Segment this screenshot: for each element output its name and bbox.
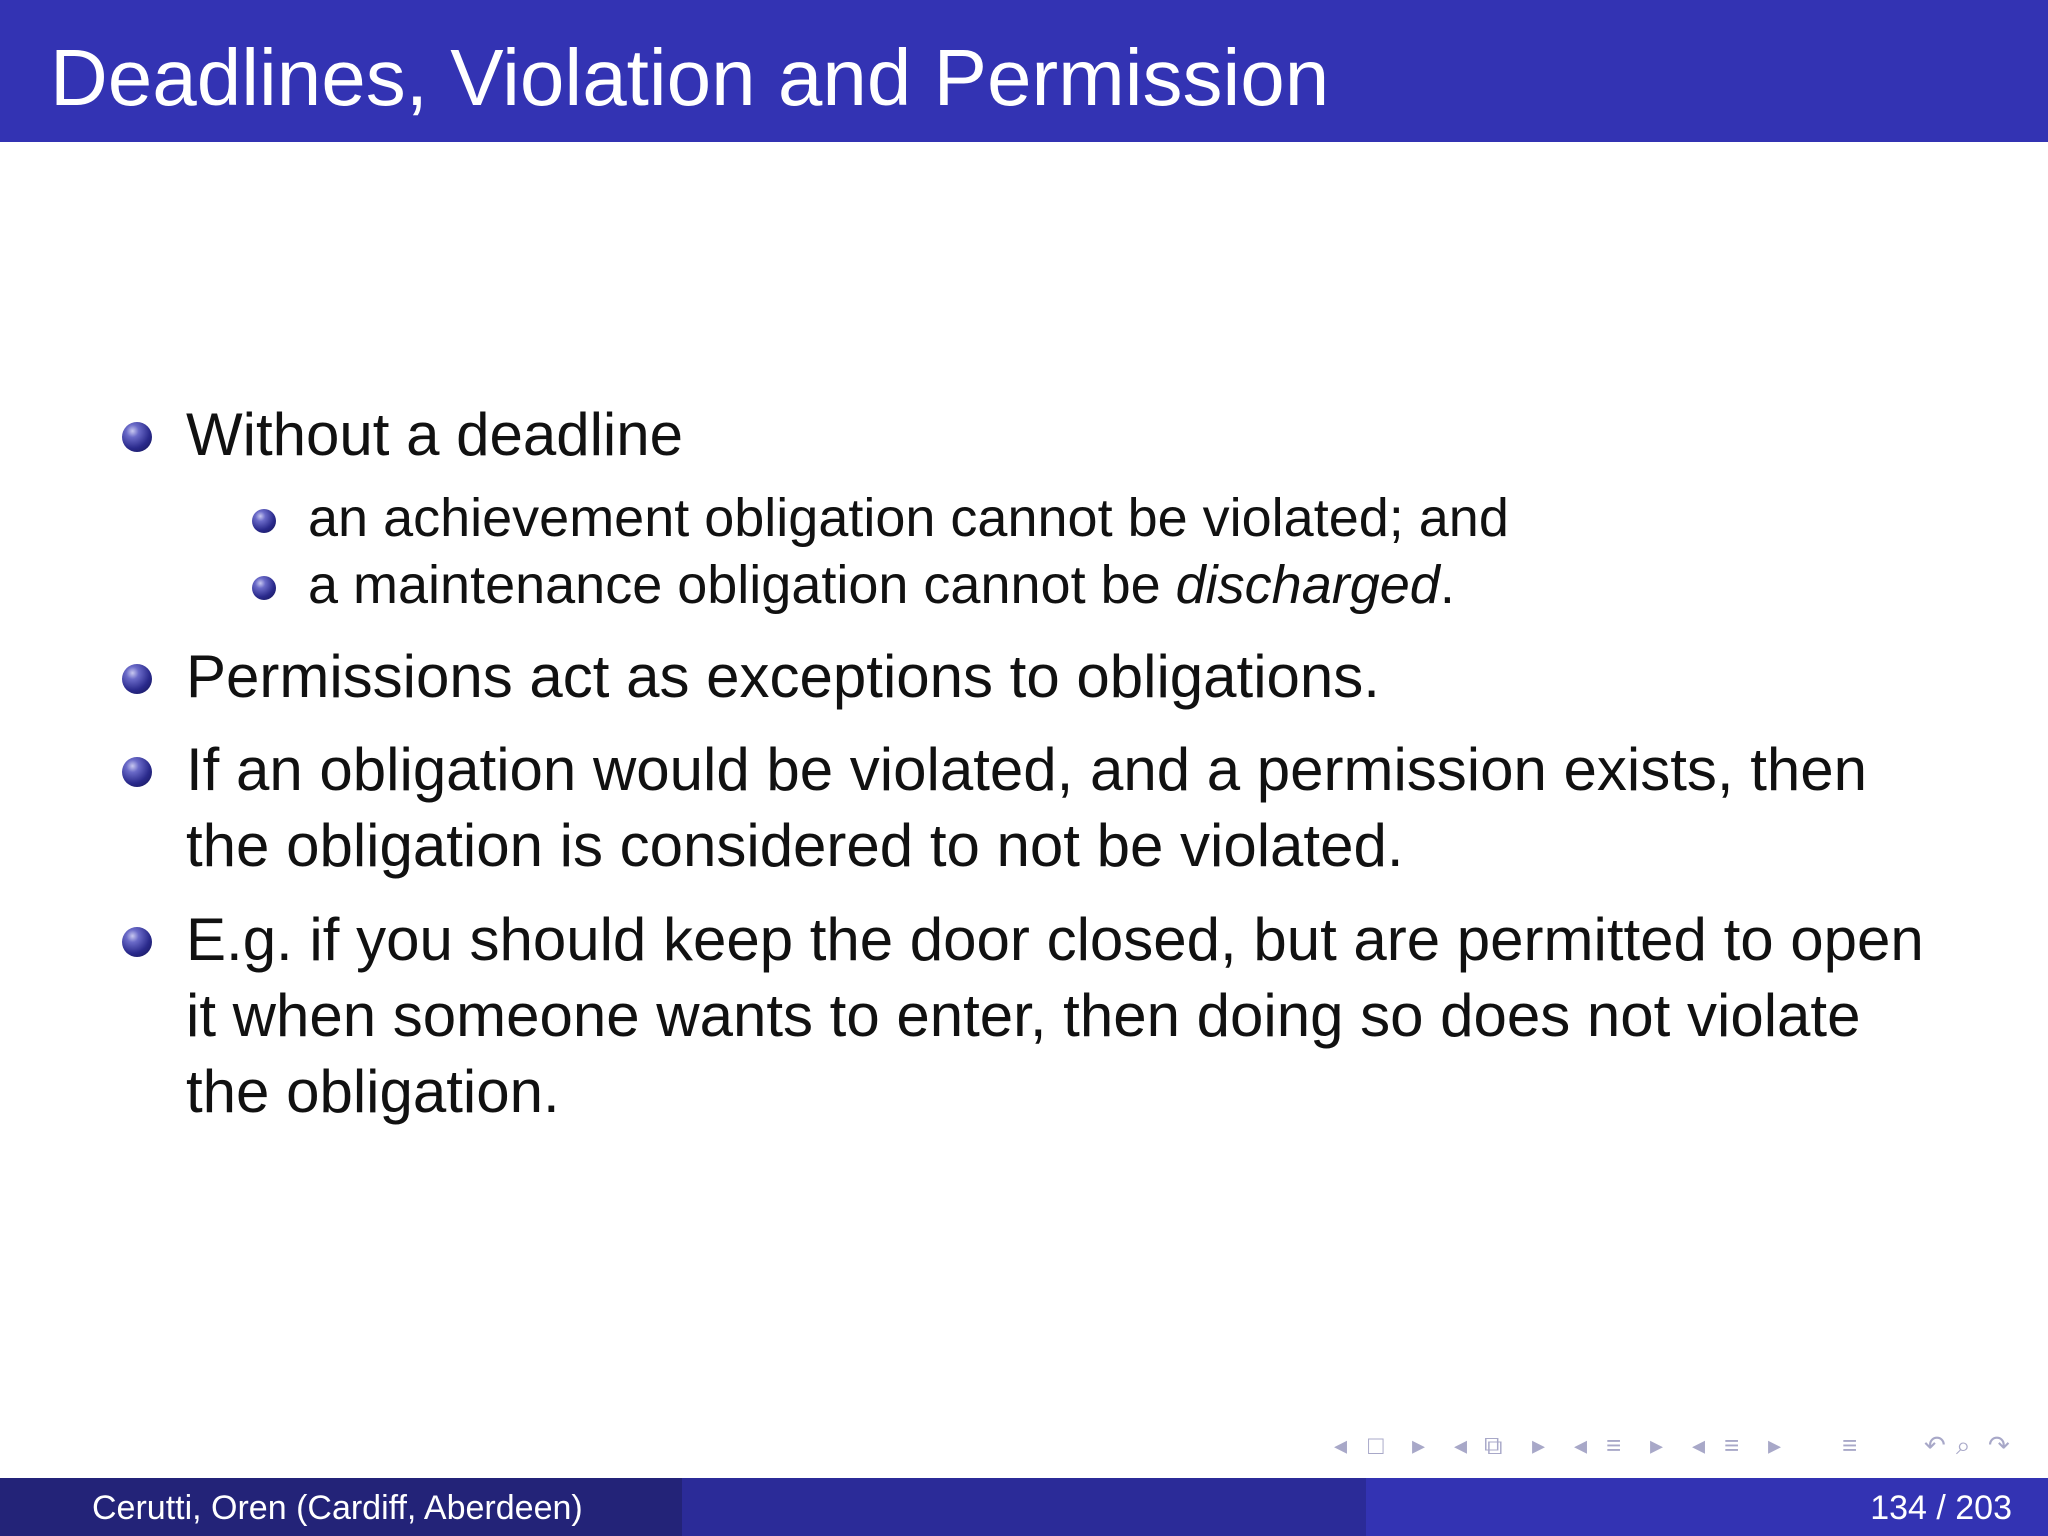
bullet-icon — [122, 664, 152, 694]
emphasis-discharged: discharged — [1175, 555, 1440, 615]
bullet-item-4-line-2: it when someone wants to enter, then doing so does not violate — [186, 982, 1861, 1049]
bullet-item-3-line-2: the obligation is considered to not be violated. — [186, 812, 1404, 879]
footer — [0, 1478, 2048, 1536]
next-frame-icon[interactable]: ▸ — [1412, 1430, 1426, 1460]
footer-authors: Cerutti, Oren (Cardiff, Aberdeen) — [92, 1489, 583, 1527]
navigation-bar — [0, 1430, 2048, 1466]
sub-bullet-item-1 — [308, 484, 1509, 552]
bullet-item-2 — [186, 639, 1380, 715]
bullet-icon — [122, 422, 152, 452]
footer-left-segment — [0, 1478, 682, 1536]
bullet-item-4-line-1: E.g. if you should keep the door closed, but are permitted to open — [186, 906, 1924, 973]
footer-page-number: 134 / 203 — [1870, 1489, 2012, 1527]
part-icon[interactable]: ≡ — [1724, 1430, 1740, 1460]
document-icon[interactable]: ≡ — [1842, 1430, 1858, 1460]
bullet-item-1 — [186, 397, 683, 473]
sub-bullet-item-2-suffix: . — [1439, 555, 1455, 615]
sub-bullet-icon — [252, 576, 276, 600]
sub-bullet-item-2-text — [308, 551, 1455, 619]
sub-bullet-icon — [252, 509, 276, 533]
prev-section-icon[interactable]: ◂ — [1574, 1430, 1588, 1460]
redo-icon[interactable]: ↷ — [1988, 1430, 2010, 1460]
title-bar — [0, 0, 2048, 142]
prev-subsection-icon[interactable]: ◂ — [1454, 1430, 1468, 1460]
section-icon[interactable]: ≡ — [1606, 1430, 1622, 1460]
bullet-item-3 — [186, 732, 1867, 884]
undo-icon[interactable]: ↶ — [1924, 1430, 1946, 1460]
next-subsection-icon[interactable]: ▸ — [1532, 1430, 1546, 1460]
search-icon[interactable]: ⌕ — [1956, 1430, 1971, 1460]
sub-bullet-item-1-text: an achievement obligation cannot be violated; and — [308, 488, 1509, 548]
subsection-icon[interactable]: ⧉ — [1484, 1430, 1503, 1460]
bullet-item-4-line-3: the obligation. — [186, 1058, 560, 1125]
prev-part-icon[interactable]: ◂ — [1692, 1430, 1706, 1460]
footer-right-segment — [1366, 1478, 2048, 1536]
slide-content — [0, 142, 2048, 1478]
sub-bullet-item-2-prefix: a maintenance obligation cannot be — [308, 555, 1176, 615]
bullet-icon — [122, 757, 152, 787]
bullet-item-2-line-1: Permissions act as exceptions to obligations. — [186, 643, 1380, 710]
slide-title: Deadlines, Violation and Permission — [50, 33, 1330, 122]
next-section-icon[interactable]: ▸ — [1650, 1430, 1664, 1460]
frame-icon[interactable]: □ — [1368, 1430, 1384, 1460]
prev-frame-icon[interactable]: ◂ — [1334, 1430, 1348, 1460]
footer-middle-segment — [682, 1478, 1366, 1536]
bullet-item-1-line-1: Without a deadline — [186, 401, 683, 468]
bullet-icon — [122, 927, 152, 957]
sub-bullet-item-2 — [308, 551, 1455, 619]
bullet-item-4 — [186, 902, 1924, 1130]
next-part-icon[interactable]: ▸ — [1768, 1430, 1782, 1460]
bullet-item-3-line-1: If an obligation would be violated, and a permission exists, then — [186, 736, 1868, 803]
